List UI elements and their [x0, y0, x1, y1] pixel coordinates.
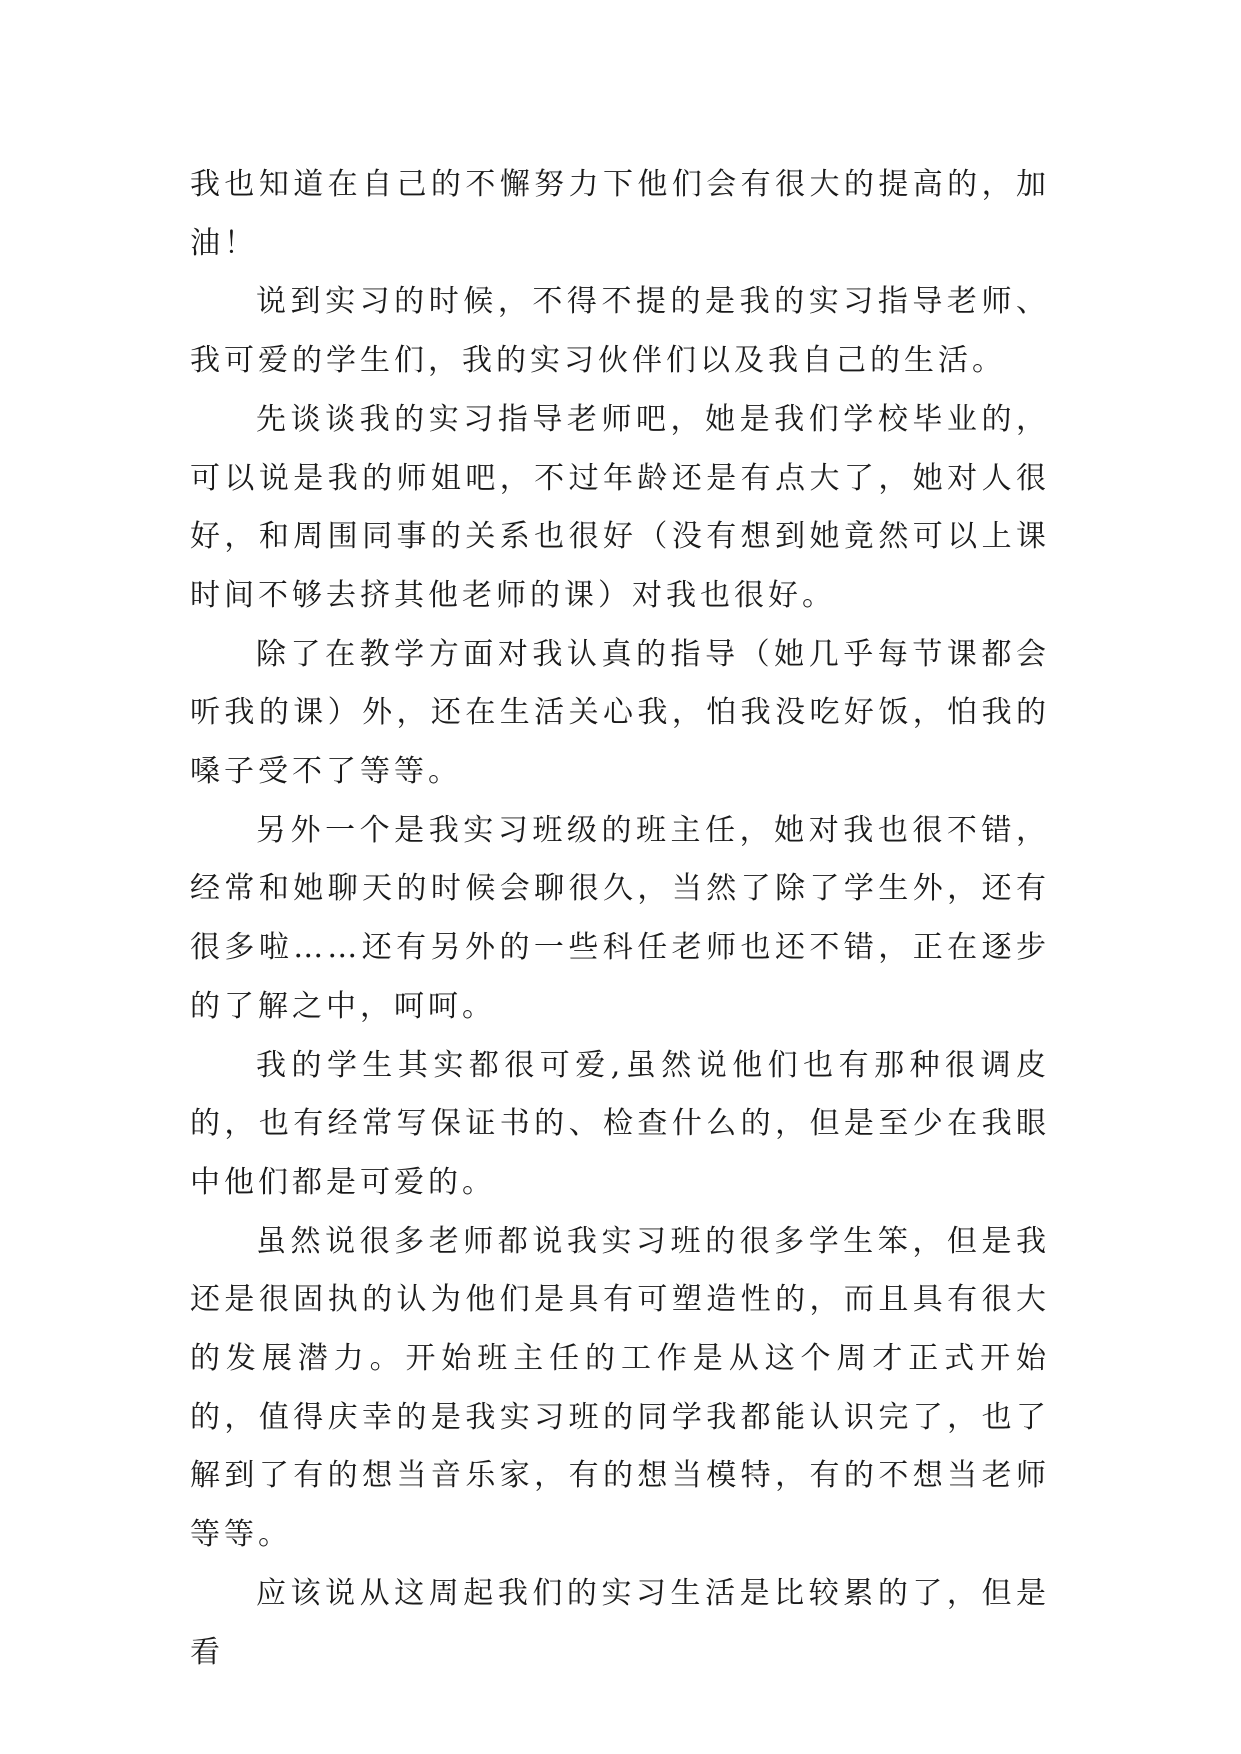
paragraph-7: 虽然说很多老师都说我实习班的很多学生笨，但是我还是很固执的认为他们是具有可塑造性的，而且具有很大的发展潜力。开始班主任的工作是从这个周才正式开始的，值得庆幸的是我实习班的同学我都能认识完了，也了解到了有的想当音乐家，有的想当模特，有的不想当老师等等。 — [190, 1223, 1050, 1553]
paragraph-2: 说到实习的时候，不得不提的是我的实习指导老师、我可爱的学生们，我的实习伙伴们以及我自己的生活。 — [190, 284, 1050, 379]
paragraph-8: 应该说从这周起我们的实习生活是比较累的了，但是看 — [190, 1575, 1050, 1670]
paragraph-1: 我也知道在自己的不懈努力下他们会有很大的提高的，加油！ — [190, 167, 1050, 261]
paragraph-4: 除了在教学方面对我认真的指导（她几乎每节课都会听我的课）外，还在生活关心我，怕我没吃好饭，怕我的嗓子受不了等等。 — [190, 636, 1050, 790]
paragraph-3: 先谈谈我的实习指导老师吧，她是我们学校毕业的，可以说是我的师姐吧，不过年龄还是有点大了，她对人很好，和周围同事的关系也很好（没有想到她竟然可以上课时间不够去挤其他老师的课）对我也很好。 — [190, 401, 1050, 613]
document-body — [190, 156, 1050, 1682]
paragraph-6: 我的学生其实都很可爱,虽然说他们也有那种很调皮的，也有经常写保证书的、检查什么的，但是至少在我眼中他们都是可爱的。 — [190, 1047, 1050, 1200]
paragraph-5: 另外一个是我实习班级的班主任，她对我也很不错，经常和她聊天的时候会聊很久，当然了除了学生外，还有很多啦……还有另外的一些科任老师也还不错，正在逐步的了解之中，呵呵。 — [190, 812, 1050, 1024]
